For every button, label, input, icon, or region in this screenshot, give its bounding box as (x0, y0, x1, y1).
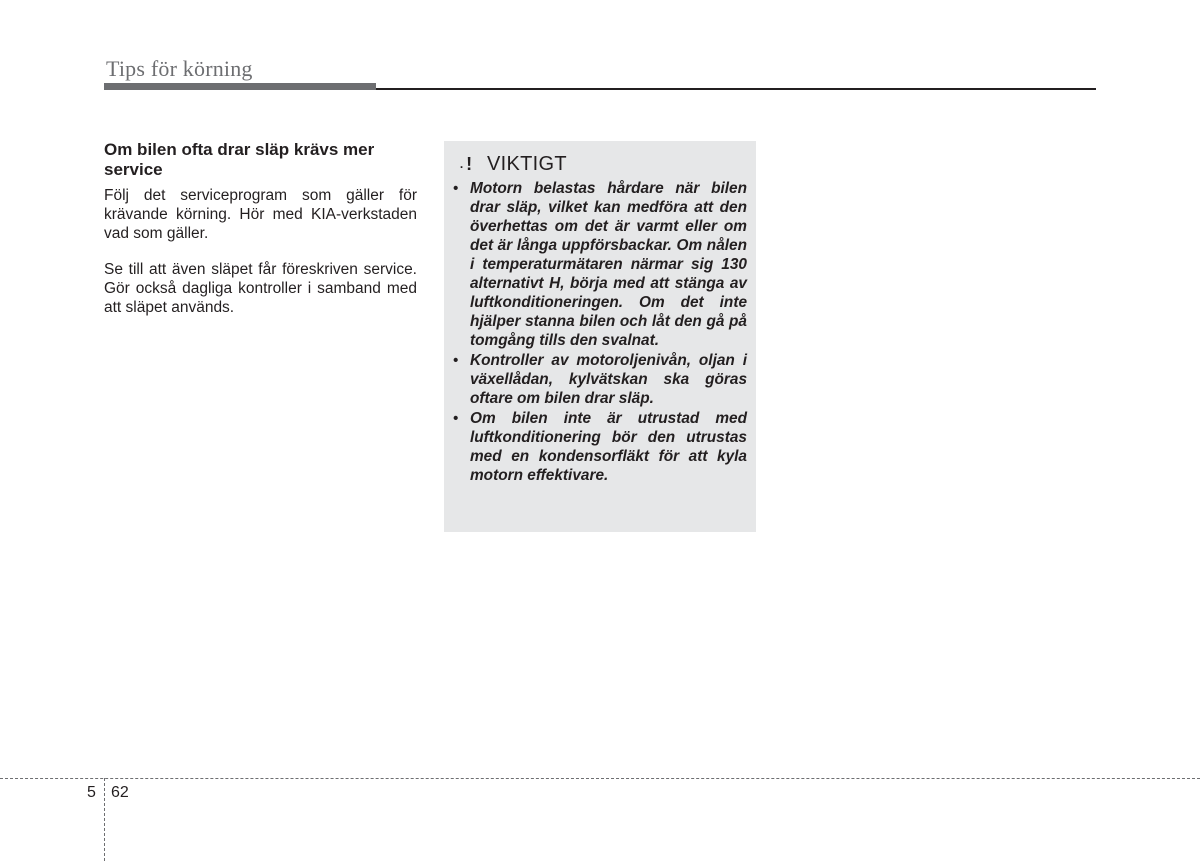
warning-title: VIKTIGT (487, 152, 567, 175)
paragraph: Följ det serviceprogram som gäller för krävande körning. Hör med KIA-verkstaden vad som gäller. (104, 187, 417, 242)
warning-item-text: Motorn belastas hårdare när bilen drar släp, vilket kan medföra att den överhettas om det är varmt eller om det är långa uppförsbackar. Om nålen i temperaturmätaren närmar sig 130 alternativt H, börja med att stänga av luftkonditioneringen. Om det inte hjälper stanna bilen och låt den gå på tomgång tills den svalnat. (470, 180, 747, 349)
bullet-icon: • (453, 410, 459, 427)
page-title: Tips för körning (106, 56, 253, 81)
warning-item-text: Kontroller av motoroljenivån, oljan i växellådan, kylvätskan ska göras oftare om bilen drar släp. (470, 352, 747, 407)
bullet-icon: • (453, 352, 459, 369)
bullet-icon: • (453, 180, 459, 197)
paragraph: Se till att även släpet får föreskriven service. Gör också dagliga kontroller i samband med att släpet används. (104, 261, 417, 316)
chapter-number: 5 (87, 784, 96, 801)
warning-box (444, 141, 756, 532)
header-accent-bar (104, 83, 376, 90)
warning-header (453, 151, 747, 177)
exclamation-icon: . ! (459, 154, 473, 174)
footer-divider (0, 778, 1200, 779)
main-text-column (104, 140, 417, 334)
section-heading: Om bilen ofta drar släp krävs mer service (104, 140, 375, 179)
warning-item (453, 409, 747, 485)
warning-item (453, 351, 747, 408)
warning-item (453, 179, 747, 350)
warning-item-text: Om bilen inte är utrustad med luftkonditionering bör den utrustas med en kondensorfläkt för att kyla motorn effektivare. (470, 410, 747, 484)
footer-vertical-divider (104, 778, 105, 861)
warning-list (453, 179, 747, 485)
page-number: 62 (111, 784, 129, 801)
